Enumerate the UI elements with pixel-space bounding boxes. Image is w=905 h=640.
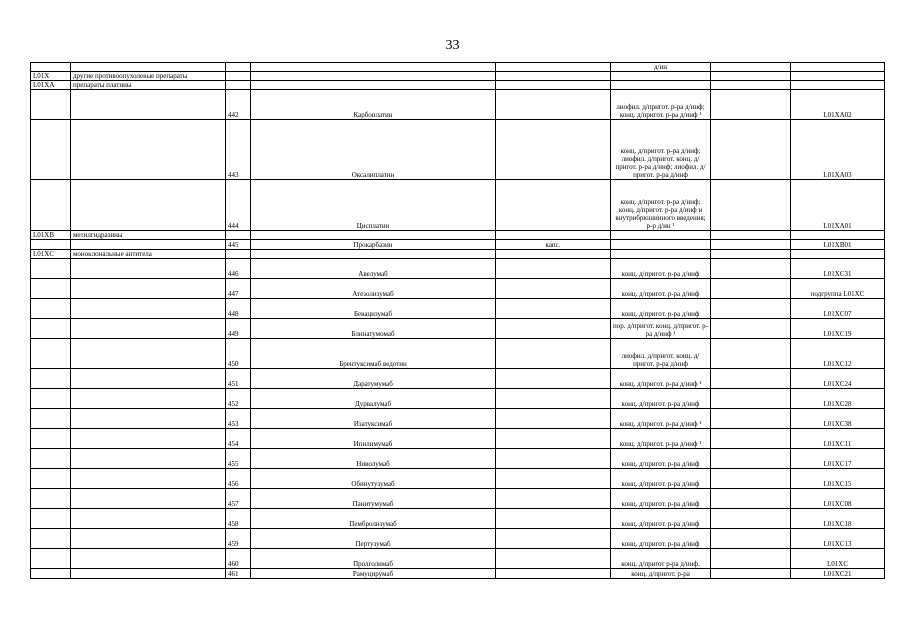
- atc-code-cell: L01XC28: [791, 389, 885, 409]
- empty-cell: [711, 469, 791, 489]
- empty-cell: [711, 259, 791, 279]
- drug-name-cell: Обинутузумаб: [251, 469, 496, 489]
- row-number-cell: 450: [226, 339, 251, 369]
- atc-group-code-cell: L01X: [31, 72, 71, 81]
- drug-table: [30, 62, 885, 579]
- dosage-form-cell: конц. д/пригот. р-ра д/инф ¹: [611, 369, 711, 389]
- empty-cell: [711, 389, 791, 409]
- release-form-cell: [496, 259, 611, 279]
- drug-name-cell: Панитумумаб: [251, 489, 496, 509]
- empty-cell: [711, 279, 791, 299]
- release-form-cell: [496, 489, 611, 509]
- row-number-cell: 461: [226, 569, 251, 579]
- empty-cell: [251, 231, 496, 240]
- table-row: [31, 369, 885, 389]
- table-body: [31, 63, 885, 579]
- empty-cell: [226, 250, 251, 259]
- atc-group-code-cell: L01XA: [31, 81, 71, 90]
- release-form-cell: [496, 299, 611, 319]
- drug-name-cell: Ниволумаб: [251, 449, 496, 469]
- row-number-cell: 456: [226, 469, 251, 489]
- release-form-cell: [496, 529, 611, 549]
- atc-code-cell: L01XC18: [791, 509, 885, 529]
- table-row: [31, 279, 885, 299]
- drug-name-cell: Прокарбазин: [251, 240, 496, 250]
- empty-cell: [711, 90, 791, 120]
- table-row: [31, 429, 885, 449]
- row-number-cell: 451: [226, 369, 251, 389]
- atc-code-cell: подгруппа L01XC: [791, 279, 885, 299]
- row-number-cell: 457: [226, 489, 251, 509]
- drug-name-cell: Цисплатин: [251, 180, 496, 231]
- empty-cell: [31, 339, 71, 369]
- release-form-cell: [496, 90, 611, 120]
- row-number-cell: 453: [226, 409, 251, 429]
- release-form-cell: [496, 409, 611, 429]
- empty-cell: [31, 489, 71, 509]
- empty-cell: [31, 120, 71, 180]
- atc-code-cell: L01XC07: [791, 299, 885, 319]
- atc-group-code-cell: L01XC: [31, 250, 71, 259]
- atc-code-cell: L01XC17: [791, 449, 885, 469]
- empty-cell: [711, 231, 791, 240]
- empty-cell: [71, 279, 226, 299]
- dosage-form-cell: конц. д/пригот. р-ра д/инф: [611, 529, 711, 549]
- release-form-cell: [496, 120, 611, 180]
- empty-cell: [711, 240, 791, 250]
- dosage-form-cell: конц. д/пригот. р-ра д/инф: [611, 509, 711, 529]
- dosage-form-cell: конц. д/пригот. р-ра д/инф: [611, 279, 711, 299]
- atc-code-cell: L01XC08: [791, 489, 885, 509]
- table-row: [31, 529, 885, 549]
- empty-cell: [71, 339, 226, 369]
- empty-cell: [71, 429, 226, 449]
- empty-cell: [226, 81, 251, 90]
- table-row: [31, 319, 885, 339]
- empty-cell: [251, 81, 496, 90]
- atc-code-cell: L01XB01: [791, 240, 885, 250]
- empty-cell: [71, 259, 226, 279]
- empty-cell: [711, 549, 791, 569]
- empty-cell: [31, 509, 71, 529]
- empty-cell: [711, 180, 791, 231]
- dosage-form-cell: лиофил. д/пригот. р-ра д/инф; конц. д/пригот. р-ра д/инф ¹: [611, 90, 711, 120]
- empty-cell: [791, 72, 885, 81]
- empty-cell: [71, 469, 226, 489]
- table-row: [31, 63, 885, 72]
- group-row: [31, 250, 885, 259]
- empty-cell: [71, 369, 226, 389]
- dosage-form-cell: конц. д/пригот. р-ра д/инф: [611, 469, 711, 489]
- table-row: [31, 90, 885, 120]
- atc-code-cell: L01XA02: [791, 90, 885, 120]
- release-form-cell: [496, 549, 611, 569]
- table-row: [31, 180, 885, 231]
- group-row: [31, 231, 885, 240]
- atc-code-cell: L01XC19: [791, 319, 885, 339]
- table-row: [31, 389, 885, 409]
- drug-name-cell: Изатуксимаб: [251, 409, 496, 429]
- empty-cell: [31, 409, 71, 429]
- release-form-cell: [496, 180, 611, 231]
- release-form-cell: капс.: [496, 240, 611, 250]
- table-row: [31, 489, 885, 509]
- release-form-cell: [496, 339, 611, 369]
- atc-code-cell: L01XC: [791, 549, 885, 569]
- empty-cell: [71, 299, 226, 319]
- empty-cell: [31, 549, 71, 569]
- empty-cell: [611, 81, 711, 90]
- drug-name-cell: Оксалиплатин: [251, 120, 496, 180]
- release-form-cell: [496, 389, 611, 409]
- dosage-form-cell: конц. д/пригот. р-ра д/инф; лиофил. д/пригот. конц. д/пригот. р-ра д/инф; лиофил. д/пригот. р-ра д/инф: [611, 120, 711, 180]
- table-row: [31, 299, 885, 319]
- atc-code-cell: L01XC21: [791, 569, 885, 579]
- empty-cell: [611, 72, 711, 81]
- drug-name-cell: Авелумаб: [251, 259, 496, 279]
- table-row: [31, 339, 885, 369]
- empty-cell: [31, 449, 71, 469]
- empty-cell: [251, 250, 496, 259]
- empty-cell: [226, 72, 251, 81]
- group-row: [31, 81, 885, 90]
- empty-cell: [31, 299, 71, 319]
- row-number-cell: 449: [226, 319, 251, 339]
- empty-cell: [31, 529, 71, 549]
- empty-cell: [71, 319, 226, 339]
- empty-cell: [711, 509, 791, 529]
- empty-cell: [71, 90, 226, 120]
- empty-cell: [31, 569, 71, 579]
- drug-name-cell: Карбоплатин: [251, 90, 496, 120]
- empty-cell: [611, 250, 711, 259]
- empty-cell: [31, 369, 71, 389]
- release-form-cell: [496, 429, 611, 449]
- empty-cell: [496, 81, 611, 90]
- empty-cell: [71, 180, 226, 231]
- release-form-cell: [496, 279, 611, 299]
- dosage-form-cell: конц. д/пригот. р-ра д/инф: [611, 259, 711, 279]
- release-form-cell: [496, 449, 611, 469]
- row-number-cell: 460: [226, 549, 251, 569]
- atc-code-cell: L01XA01: [791, 180, 885, 231]
- release-form-cell: [496, 319, 611, 339]
- empty-cell: [251, 72, 496, 81]
- atc-code-cell: L01XA03: [791, 120, 885, 180]
- row-number-cell: 443: [226, 120, 251, 180]
- drug-name-cell: Пролголимаб: [251, 549, 496, 569]
- drug-name-cell: Даратумумаб: [251, 369, 496, 389]
- empty-cell: [31, 90, 71, 120]
- row-number-cell: 444: [226, 180, 251, 231]
- empty-cell: [71, 389, 226, 409]
- dosage-form-cell: конц. д/пригот р-ра д/инф.: [611, 549, 711, 569]
- atc-group-name-cell: метилгидразины: [71, 231, 226, 240]
- empty-cell: [71, 409, 226, 429]
- release-form-cell: [496, 509, 611, 529]
- release-form-cell: [496, 569, 611, 579]
- empty-cell: [31, 389, 71, 409]
- atc-group-code-cell: L01XB: [31, 231, 71, 240]
- table-row: [31, 240, 885, 250]
- empty-cell: [711, 449, 791, 469]
- row-number-cell: 446: [226, 259, 251, 279]
- empty-cell: [71, 569, 226, 579]
- dosage-form-cell: [611, 240, 711, 250]
- empty-cell: [71, 509, 226, 529]
- empty-cell: [31, 429, 71, 449]
- atc-group-name-cell: моноклональные антитела: [71, 250, 226, 259]
- dosage-form-cell: конц. д/пригот. р-ра д/инф ¹: [611, 409, 711, 429]
- atc-code-cell: L01XC24: [791, 369, 885, 389]
- empty-cell: [711, 319, 791, 339]
- empty-cell: [31, 319, 71, 339]
- dosage-form-cell: конц. д/пригот. р-ра д/инф: [611, 449, 711, 469]
- empty-cell: [71, 489, 226, 509]
- dosage-form-cell: д/ин: [611, 63, 711, 72]
- row-number-cell: 454: [226, 429, 251, 449]
- dosage-form-cell: лиофил. д/пригот. конц. д/пригот. р-ра д/инф: [611, 339, 711, 369]
- table-row: [31, 569, 885, 579]
- table-row: [31, 469, 885, 489]
- table-row: [31, 449, 885, 469]
- drug-name-cell: Атезолизумаб: [251, 279, 496, 299]
- empty-cell: [791, 81, 885, 90]
- atc-code-cell: L01XC11: [791, 429, 885, 449]
- empty-cell: [71, 240, 226, 250]
- dosage-form-cell: конц. д/пригот. р-ра д/инф: [611, 489, 711, 509]
- dosage-form-cell: конц. д/пригот. р-ра д/инф; конц. д/пригот. р-ра д/инф и внутрибрюшинного введения; р-р д/ин ¹: [611, 180, 711, 231]
- atc-code-cell: L01XC12: [791, 339, 885, 369]
- table-row: [31, 120, 885, 180]
- empty-cell: [31, 279, 71, 299]
- dosage-form-cell: конц. д/пригот. р-ра д/инф ¹: [611, 429, 711, 449]
- table-row: [31, 409, 885, 429]
- empty-cell: [711, 120, 791, 180]
- drug-name-cell: Блинатумомаб: [251, 319, 496, 339]
- row-number-cell: 452: [226, 389, 251, 409]
- empty-cell: [31, 259, 71, 279]
- atc-code-cell: L01XC38: [791, 409, 885, 429]
- drug-name-cell: Ипилимумаб: [251, 429, 496, 449]
- empty-cell: [711, 72, 791, 81]
- table-row: [31, 549, 885, 569]
- release-form-cell: [496, 469, 611, 489]
- row-number-cell: 445: [226, 240, 251, 250]
- empty-cell: [31, 469, 71, 489]
- drug-name-cell: Пертузумаб: [251, 529, 496, 549]
- atc-group-name-cell: препараты платины: [71, 81, 226, 90]
- empty-cell: [496, 250, 611, 259]
- empty-cell: [711, 429, 791, 449]
- empty-cell: [711, 489, 791, 509]
- empty-cell: [791, 231, 885, 240]
- page-number: 33: [445, 38, 460, 53]
- dosage-form-cell: конц. д/пригот. р-ра: [611, 569, 711, 579]
- drug-name-cell: Рамуцирумаб: [251, 569, 496, 579]
- row-number-cell: 448: [226, 299, 251, 319]
- drug-name-cell: Брентуксимаб ведотин: [251, 339, 496, 369]
- row-number-cell: 447: [226, 279, 251, 299]
- drug-name-cell: Бевацизумаб: [251, 299, 496, 319]
- empty-cell: [31, 240, 71, 250]
- empty-cell: [711, 339, 791, 369]
- drug-name-cell: Пембролизумаб: [251, 509, 496, 529]
- row-number-cell: 455: [226, 449, 251, 469]
- empty-cell: [71, 120, 226, 180]
- atc-code-cell: L01XC13: [791, 529, 885, 549]
- release-form-cell: [496, 369, 611, 389]
- empty-cell: [496, 231, 611, 240]
- row-number-cell: 442: [226, 90, 251, 120]
- table-row: [31, 509, 885, 529]
- table-row: [31, 259, 885, 279]
- empty-cell: [31, 180, 71, 231]
- row-number-cell: 459: [226, 529, 251, 549]
- empty-cell: [71, 549, 226, 569]
- empty-cell: [711, 299, 791, 319]
- empty-cell: [71, 529, 226, 549]
- dosage-form-cell: пор. д/пригот. конц. д/пригот. р-ра д/инф ¹: [611, 319, 711, 339]
- atc-code-cell: L01XC15: [791, 469, 885, 489]
- empty-cell: [71, 449, 226, 469]
- dosage-form-cell: конц. д/пригот. р-ра д/инф: [611, 299, 711, 319]
- empty-cell: [711, 81, 791, 90]
- empty-cell: [711, 529, 791, 549]
- empty-cell: [791, 250, 885, 259]
- empty-cell: [711, 250, 791, 259]
- atc-group-name-cell: другие противоопухолевые препараты: [71, 72, 226, 81]
- empty-cell: [496, 72, 611, 81]
- empty-cell: [711, 369, 791, 389]
- drug-name-cell: Дурвалумаб: [251, 389, 496, 409]
- group-row: [31, 72, 885, 81]
- empty-cell: [611, 231, 711, 240]
- empty-cell: [711, 569, 791, 579]
- empty-cell: [711, 409, 791, 429]
- dosage-form-cell: конц. д/пригот. р-ра д/инф: [611, 389, 711, 409]
- empty-cell: [226, 231, 251, 240]
- atc-code-cell: L01XC31: [791, 259, 885, 279]
- row-number-cell: 458: [226, 509, 251, 529]
